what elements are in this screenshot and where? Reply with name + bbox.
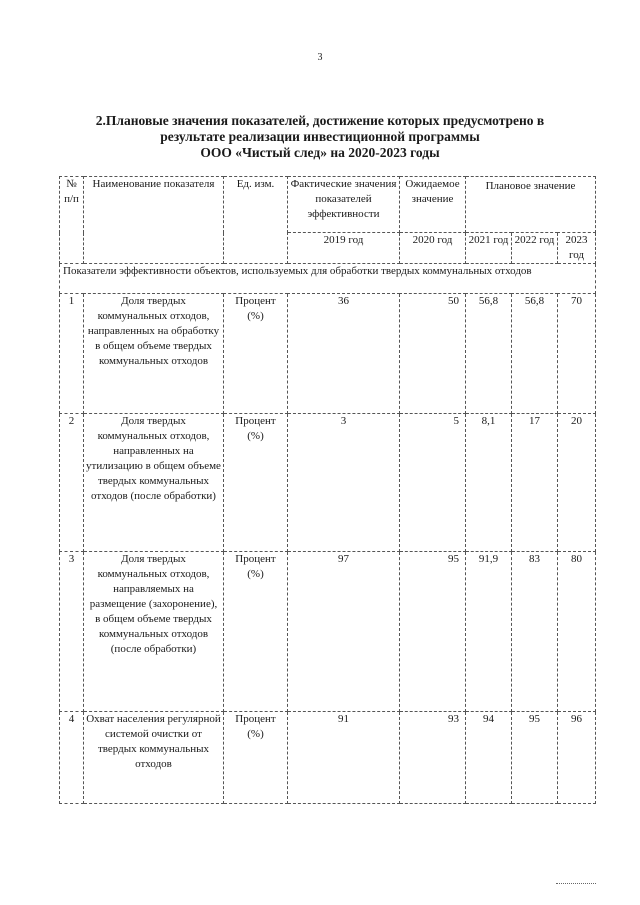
- row-number: 2: [60, 414, 84, 552]
- header-expected-value: Ожидаемое значение: [400, 177, 466, 233]
- header-year-2019: 2019 год: [288, 233, 400, 264]
- header-row: [60, 177, 596, 233]
- header-year-2023: 2023 год: [558, 233, 596, 264]
- row-value-2023: 80: [558, 552, 596, 712]
- row-indicator-name: Доля твердых коммунальных отходов, направляемых на размещение (захоронение), в общем объеме твердых коммунальных отходов (после обработки): [84, 552, 224, 712]
- table-row: [60, 552, 596, 712]
- row-value-2019: 36: [288, 294, 400, 414]
- page-number: 3: [317, 52, 323, 63]
- header-indicator-name: Наименование показателя: [84, 177, 224, 264]
- row-indicator-name: Охват населения регулярной системой очистки от твердых коммунальных отходов: [84, 712, 224, 804]
- row-value-2021: 94: [466, 712, 512, 804]
- row-value-2022: 83: [512, 552, 558, 712]
- row-value-2020: 93: [400, 712, 466, 804]
- row-value-2020: 95: [400, 552, 466, 712]
- row-value-2022: 56,8: [512, 294, 558, 414]
- row-indicator-name: Доля твердых коммунальных отходов, направленных на утилизацию в общем объеме твердых коммунальных отходов (после обработки): [84, 414, 224, 552]
- row-value-2022: 17: [512, 414, 558, 552]
- row-unit: Процент (%): [224, 294, 288, 414]
- row-value-2021: 91,9: [466, 552, 512, 712]
- row-value-2020: 5: [400, 414, 466, 552]
- table-row: [60, 414, 596, 552]
- row-value-2022: 95: [512, 712, 558, 804]
- footer-dotted-line: [556, 883, 596, 884]
- row-unit: Процент (%): [224, 414, 288, 552]
- row-number: 4: [60, 712, 84, 804]
- document-title: [60, 113, 580, 161]
- header-year-2020: 2020 год: [400, 233, 466, 264]
- row-value-2023: 96: [558, 712, 596, 804]
- row-number: 1: [60, 294, 84, 414]
- row-value-2019: 3: [288, 414, 400, 552]
- row-value-2019: 97: [288, 552, 400, 712]
- row-unit: Процент (%): [224, 552, 288, 712]
- title-line-2: результате реализации инвестиционной программы: [160, 129, 480, 144]
- indicators-table: [59, 176, 596, 804]
- row-value-2021: 8,1: [466, 414, 512, 552]
- header-year-2021: 2021 год: [466, 233, 512, 264]
- row-value-2021: 56,8: [466, 294, 512, 414]
- section-row: [60, 264, 596, 294]
- header-unit: Ед. изм.: [224, 177, 288, 264]
- header-planned-value: Плановое значение: [466, 177, 596, 233]
- row-value-2020: 50: [400, 294, 466, 414]
- row-value-2023: 70: [558, 294, 596, 414]
- header-number: № п/п: [60, 177, 84, 264]
- row-indicator-name: Доля твердых коммунальных отходов, направленных на обработку в общем объеме твердых коммунальных отходов: [84, 294, 224, 414]
- table-row: [60, 712, 596, 804]
- table-row: [60, 294, 596, 414]
- row-number: 3: [60, 552, 84, 712]
- row-value-2019: 91: [288, 712, 400, 804]
- header-actual-values: Фактические значения показателей эффективности: [288, 177, 400, 233]
- row-value-2023: 20: [558, 414, 596, 552]
- section-label: Показатели эффективности объектов, используемых для обработки твердых коммунальных отходов: [60, 264, 596, 294]
- title-line-3: ООО «Чистый след» на 2020-2023 годы: [200, 145, 440, 160]
- header-year-2022: 2022 год: [512, 233, 558, 264]
- title-line-1: 2.Плановые значения показателей, достижение которых предусмотрено в: [95, 113, 545, 128]
- row-unit: Процент (%): [224, 712, 288, 804]
